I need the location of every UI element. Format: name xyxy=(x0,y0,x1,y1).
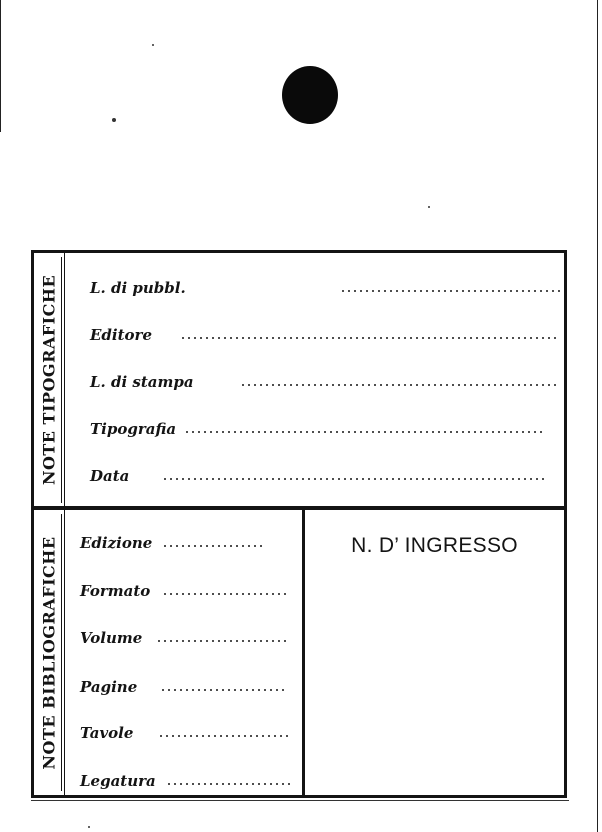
field-label: Tavole xyxy=(80,724,134,742)
field-dots xyxy=(160,689,286,691)
field-label: Pagine xyxy=(80,678,138,696)
date-field xyxy=(90,467,558,485)
plates-field xyxy=(80,724,300,742)
right-edge-line xyxy=(597,0,598,832)
field-dots xyxy=(240,384,558,386)
volume-field xyxy=(80,629,300,647)
typographic-notes-heading-box xyxy=(34,253,65,507)
card-underline xyxy=(31,800,569,801)
publisher-field xyxy=(90,326,558,344)
field-label: L. di stampa xyxy=(90,373,194,391)
field-dots xyxy=(162,593,290,595)
bibliographic-notes-section xyxy=(34,510,564,795)
place-of-publication-field xyxy=(90,279,558,297)
field-dots xyxy=(158,735,290,737)
field-dots xyxy=(180,337,558,339)
field-dots xyxy=(162,545,262,547)
field-label: Formato xyxy=(80,582,151,600)
edition-field xyxy=(80,534,300,552)
field-label: Tipografia xyxy=(90,420,177,438)
punch-hole xyxy=(282,66,338,124)
pages-field xyxy=(80,678,300,696)
accession-number-label: N. D’ INGRESSO xyxy=(351,534,518,557)
speck xyxy=(428,206,430,208)
field-label: Data xyxy=(90,467,130,485)
speck xyxy=(88,826,90,828)
typographic-fields xyxy=(90,253,558,507)
bibliographic-notes-heading: NOTE BIBLIOGRAFICHE xyxy=(39,535,59,770)
field-dots xyxy=(166,783,290,785)
bibliographic-notes-heading-box xyxy=(34,510,65,795)
typographic-notes-section xyxy=(34,253,564,507)
speck xyxy=(152,44,154,46)
field-label: Volume xyxy=(80,629,143,647)
field-dots xyxy=(162,478,548,480)
typographic-notes-heading: NOTE TIPOGRAFICHE xyxy=(39,274,59,486)
field-dots xyxy=(184,431,544,433)
place-of-printing-field xyxy=(90,373,558,391)
field-label: Legatura xyxy=(80,772,156,790)
catalog-card xyxy=(31,250,567,798)
field-dots xyxy=(340,290,560,292)
field-label: L. di pubbl. xyxy=(90,279,186,297)
field-label: Edizione xyxy=(80,534,153,552)
binding-field xyxy=(80,772,300,790)
field-dots xyxy=(156,640,290,642)
printer-field xyxy=(90,420,558,438)
field-label: Editore xyxy=(90,326,152,344)
bibliographic-fields xyxy=(80,510,300,795)
speck xyxy=(112,118,116,122)
format-field xyxy=(80,582,300,600)
left-edge-line xyxy=(0,0,1,132)
